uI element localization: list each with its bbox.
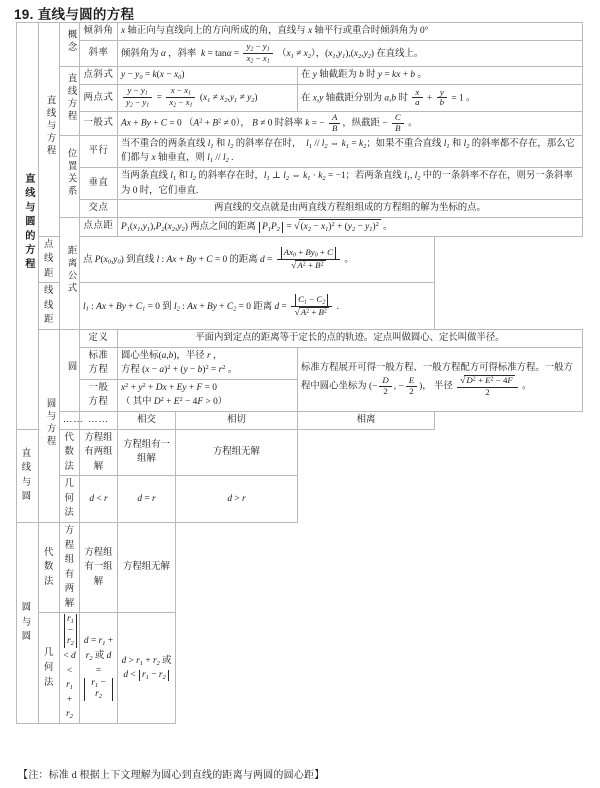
row-body-point-slope-right: 在 y 轴截距为 b 时 y = kx + b 。 xyxy=(298,67,583,85)
table-row xyxy=(17,40,583,67)
table-row xyxy=(17,429,583,476)
row-body-standard-equation: 圆心坐标(a,b)，半径 r ， 方程 $(x - a)^2 + (y - b)^2 = r^2$ 。 xyxy=(118,347,298,379)
row-label-point-point-distance: 点点距 xyxy=(80,217,118,236)
table-row xyxy=(17,476,583,523)
cell-lc-geo-tangent: d = r xyxy=(118,476,176,523)
table-row xyxy=(17,347,583,379)
row-body-circle-right-note: 标准方程展开可得一般方程、一般方程配方可得标准方程。一般方程中圆心坐标为 (− $\frac{D}{2}$ , − $\frac{E}{2}$ )， 半径 $\frac{√D^2 + E^2 - 4F}{2}$ 。 xyxy=(298,347,583,411)
row-label-inclination-angle: 倾斜角 xyxy=(80,23,118,41)
root-label-cell: 直线与圆的方程 xyxy=(17,23,39,430)
row-body-two-point-right: 在 x,y 轴截距分别为 a,b 时 $\frac{x}{a}$ + $\frac{y}{b}$ = 1 。 xyxy=(298,85,583,112)
row-label-line-line-distance: 线线距 xyxy=(39,283,60,330)
row-label-point-line-distance: 点线距 xyxy=(39,236,60,283)
row-label-cc-algebraic: 代数法 xyxy=(39,522,60,612)
table-row xyxy=(17,85,583,112)
row-label-parallel: 平行 xyxy=(80,135,118,167)
cell-lc-alg-tangent: 方程组有一组解 xyxy=(118,429,176,476)
row-body-perpendicular: 当两条直线 $l_1$ 和 $l_2$ 的斜率存在时，$l_1$ ⊥ $l_2$ ⇔ $k_1 \cdot k_2 = -1$；若两条直线 $l_1$, $l_2$ 中的一条斜率不存在，则另一条斜率为 0 时，它们垂直. xyxy=(118,168,583,200)
cell-lc-geo-separate: d > r xyxy=(176,476,298,523)
table-row xyxy=(17,168,583,200)
row-body-circle-general-equation: $x^2 + y^2 + Dx + Ey + F = 0$ （ 其中 $D^2 + E^2 - 4F > 0$） xyxy=(118,379,298,411)
row-body-general-form: Ax + By + C = 0 $(A^2 + B^2 \ne 0)$， B ≠ 0 时斜率 k = − $\frac{A}{B}$ ，纵截距 − $\frac{C}{B}$ 。 xyxy=(118,111,583,135)
row-label-cc-geometric: 几何法 xyxy=(39,613,60,724)
cell-cc-alg-tangent: 方程组有一组解 xyxy=(80,522,118,612)
section-label-line: 直线与方程 xyxy=(39,23,60,237)
relations-header-col2: …… xyxy=(80,411,118,429)
table-row xyxy=(17,200,583,218)
row-label-standard-equation: 标准 方程 xyxy=(80,347,118,379)
row-body-circle-definition: 平面内到定点的距离等于定长的点的轨迹。定点叫做圆心、定长叫做半径。 xyxy=(118,330,583,348)
table-row xyxy=(17,23,583,41)
row-body-inclination-angle: x 轴正向与直线向上的方向所成的角，直线与 x 轴平行或重合时倾斜角为 0° xyxy=(118,23,583,41)
row-label-slope: 斜率 xyxy=(80,40,118,67)
group-label-circle-circle: 圆与 圆 xyxy=(17,522,39,723)
row-body-parallel: 当不重合的两条直线 $l_1$ 和 $l_2$ 的斜率存在时， $l_1 // l_2$ ⇔ $k_1 = k_2$；如果不重合直线 $l_1$ 和 $l_2$ 的斜率都不存在，那么它们都与 x 轴垂直，则 $l_1 // l_2$ . xyxy=(118,135,583,167)
group-label-concept: 概念 xyxy=(60,23,80,67)
cell-lc-geo-intersect: d < r xyxy=(80,476,118,523)
row-body-slope: 倾斜角为 α ，斜率 k = tanα = $\frac{y_2 - y_1}{x_2 - x_1}$ $(x_1 \ne x_2)$，$(x_1,y_1),(x_2,y_2)$ 在直线上。 xyxy=(118,40,583,67)
table-row xyxy=(17,236,583,283)
table-row xyxy=(17,111,583,135)
row-label-point-slope: 点斜式 xyxy=(80,67,118,85)
table-row xyxy=(17,522,583,612)
cell-cc-geo-separate: $d > r_1 + r_2$ 或 $d < r_1 - r_2$ xyxy=(118,613,176,724)
table-row xyxy=(17,217,583,236)
row-label-lc-geometric: 几何法 xyxy=(60,476,80,523)
group-label-circle: 圆 xyxy=(60,330,80,412)
section-label-circle: 圆与方程 xyxy=(39,330,60,523)
cell-lc-alg-intersect: 方程组有两组解 xyxy=(80,429,118,476)
table-row xyxy=(17,411,583,429)
group-label-line-circle: 直线 与圆 xyxy=(17,429,39,522)
row-body-line-line-distance: $l_1$ : $Ax + By + C_1 = 0$ 到 $l_2$ : $Ax + By + C_2 = 0$ 距离 d = $\frac{C_1 - C_2}{√A^2 + B^2}$ . xyxy=(80,283,435,330)
row-body-point-slope-left: $y - y_0 = k(x - x_0)$ xyxy=(118,67,298,85)
row-label-general-form: 一般式 xyxy=(80,111,118,135)
footnote: 【注：标准 d 根据上下文理解为圆心到直线的距离与两圆的圆心距】 xyxy=(18,770,325,781)
row-label-intersection: 交点 xyxy=(80,200,118,218)
cell-cc-geo-tangent: $d = r_1 + r_2$ 或 $d = r_1 - r_2$ xyxy=(80,613,118,724)
group-label-distance: 距离公式 xyxy=(60,217,80,329)
group-label-position: 位置关系 xyxy=(60,135,80,217)
table-row xyxy=(17,283,583,330)
row-label-two-point: 两点式 xyxy=(80,85,118,112)
table-row xyxy=(17,135,583,167)
row-label-lc-algebraic: 代数法 xyxy=(60,429,80,476)
page-title: 19. 直线与圆的方程 xyxy=(14,7,135,22)
relations-header-intersect: 相交 xyxy=(118,411,176,429)
relations-header-col1: …… xyxy=(60,411,80,429)
row-body-intersection: 两直线的交点就是由两直线方程组组成的方程组的解为坐标的点。 xyxy=(118,200,583,218)
row-label-circle-definition: 定义 xyxy=(80,330,118,348)
group-label-line-equation: 直线方程 xyxy=(60,67,80,135)
row-body-two-point-left: $\frac{y - y_1}{y_2 - y_1}$ = $\frac{x - x_1}{x_2 - x_1}$ $(x_1 \ne x_2,y_1 \ne y_2)$ xyxy=(118,85,298,112)
cell-cc-alg-intersect: 方程组有两解 xyxy=(60,522,80,612)
table-row xyxy=(17,67,583,85)
row-label-perpendicular: 垂直 xyxy=(80,168,118,200)
table-row xyxy=(17,330,583,348)
row-body-point-point-distance: $P_1(x_1,y_1),P_2(x_2,y_2)$ 两点之间的距离 $P_1P_2 = √(x_2 - x_1)^2 + (y_2 - y_1)^2$ 。 xyxy=(118,217,583,236)
row-label-circle-general-equation: 一般 方程 xyxy=(80,379,118,411)
relations-header-tangent: 相切 xyxy=(176,411,298,429)
cell-lc-alg-separate: 方程组无解 xyxy=(176,429,298,476)
relations-header-separate: 相离 xyxy=(298,411,435,429)
row-body-point-line-distance: 点 $P(x_0,y_0)$ 到直线 l : Ax + By + C = 0 的距离 d = $\frac{Ax_0 + By_0 + C}{√A^2 + B^2}$ 。 xyxy=(80,236,435,283)
formula-table xyxy=(16,22,583,724)
table-row xyxy=(17,613,583,724)
cell-cc-alg-separate: 方程组无解 xyxy=(118,522,176,612)
cell-cc-geo-intersect: $r_1 - r_2 < d < r_1 + r_2$ xyxy=(60,613,80,724)
